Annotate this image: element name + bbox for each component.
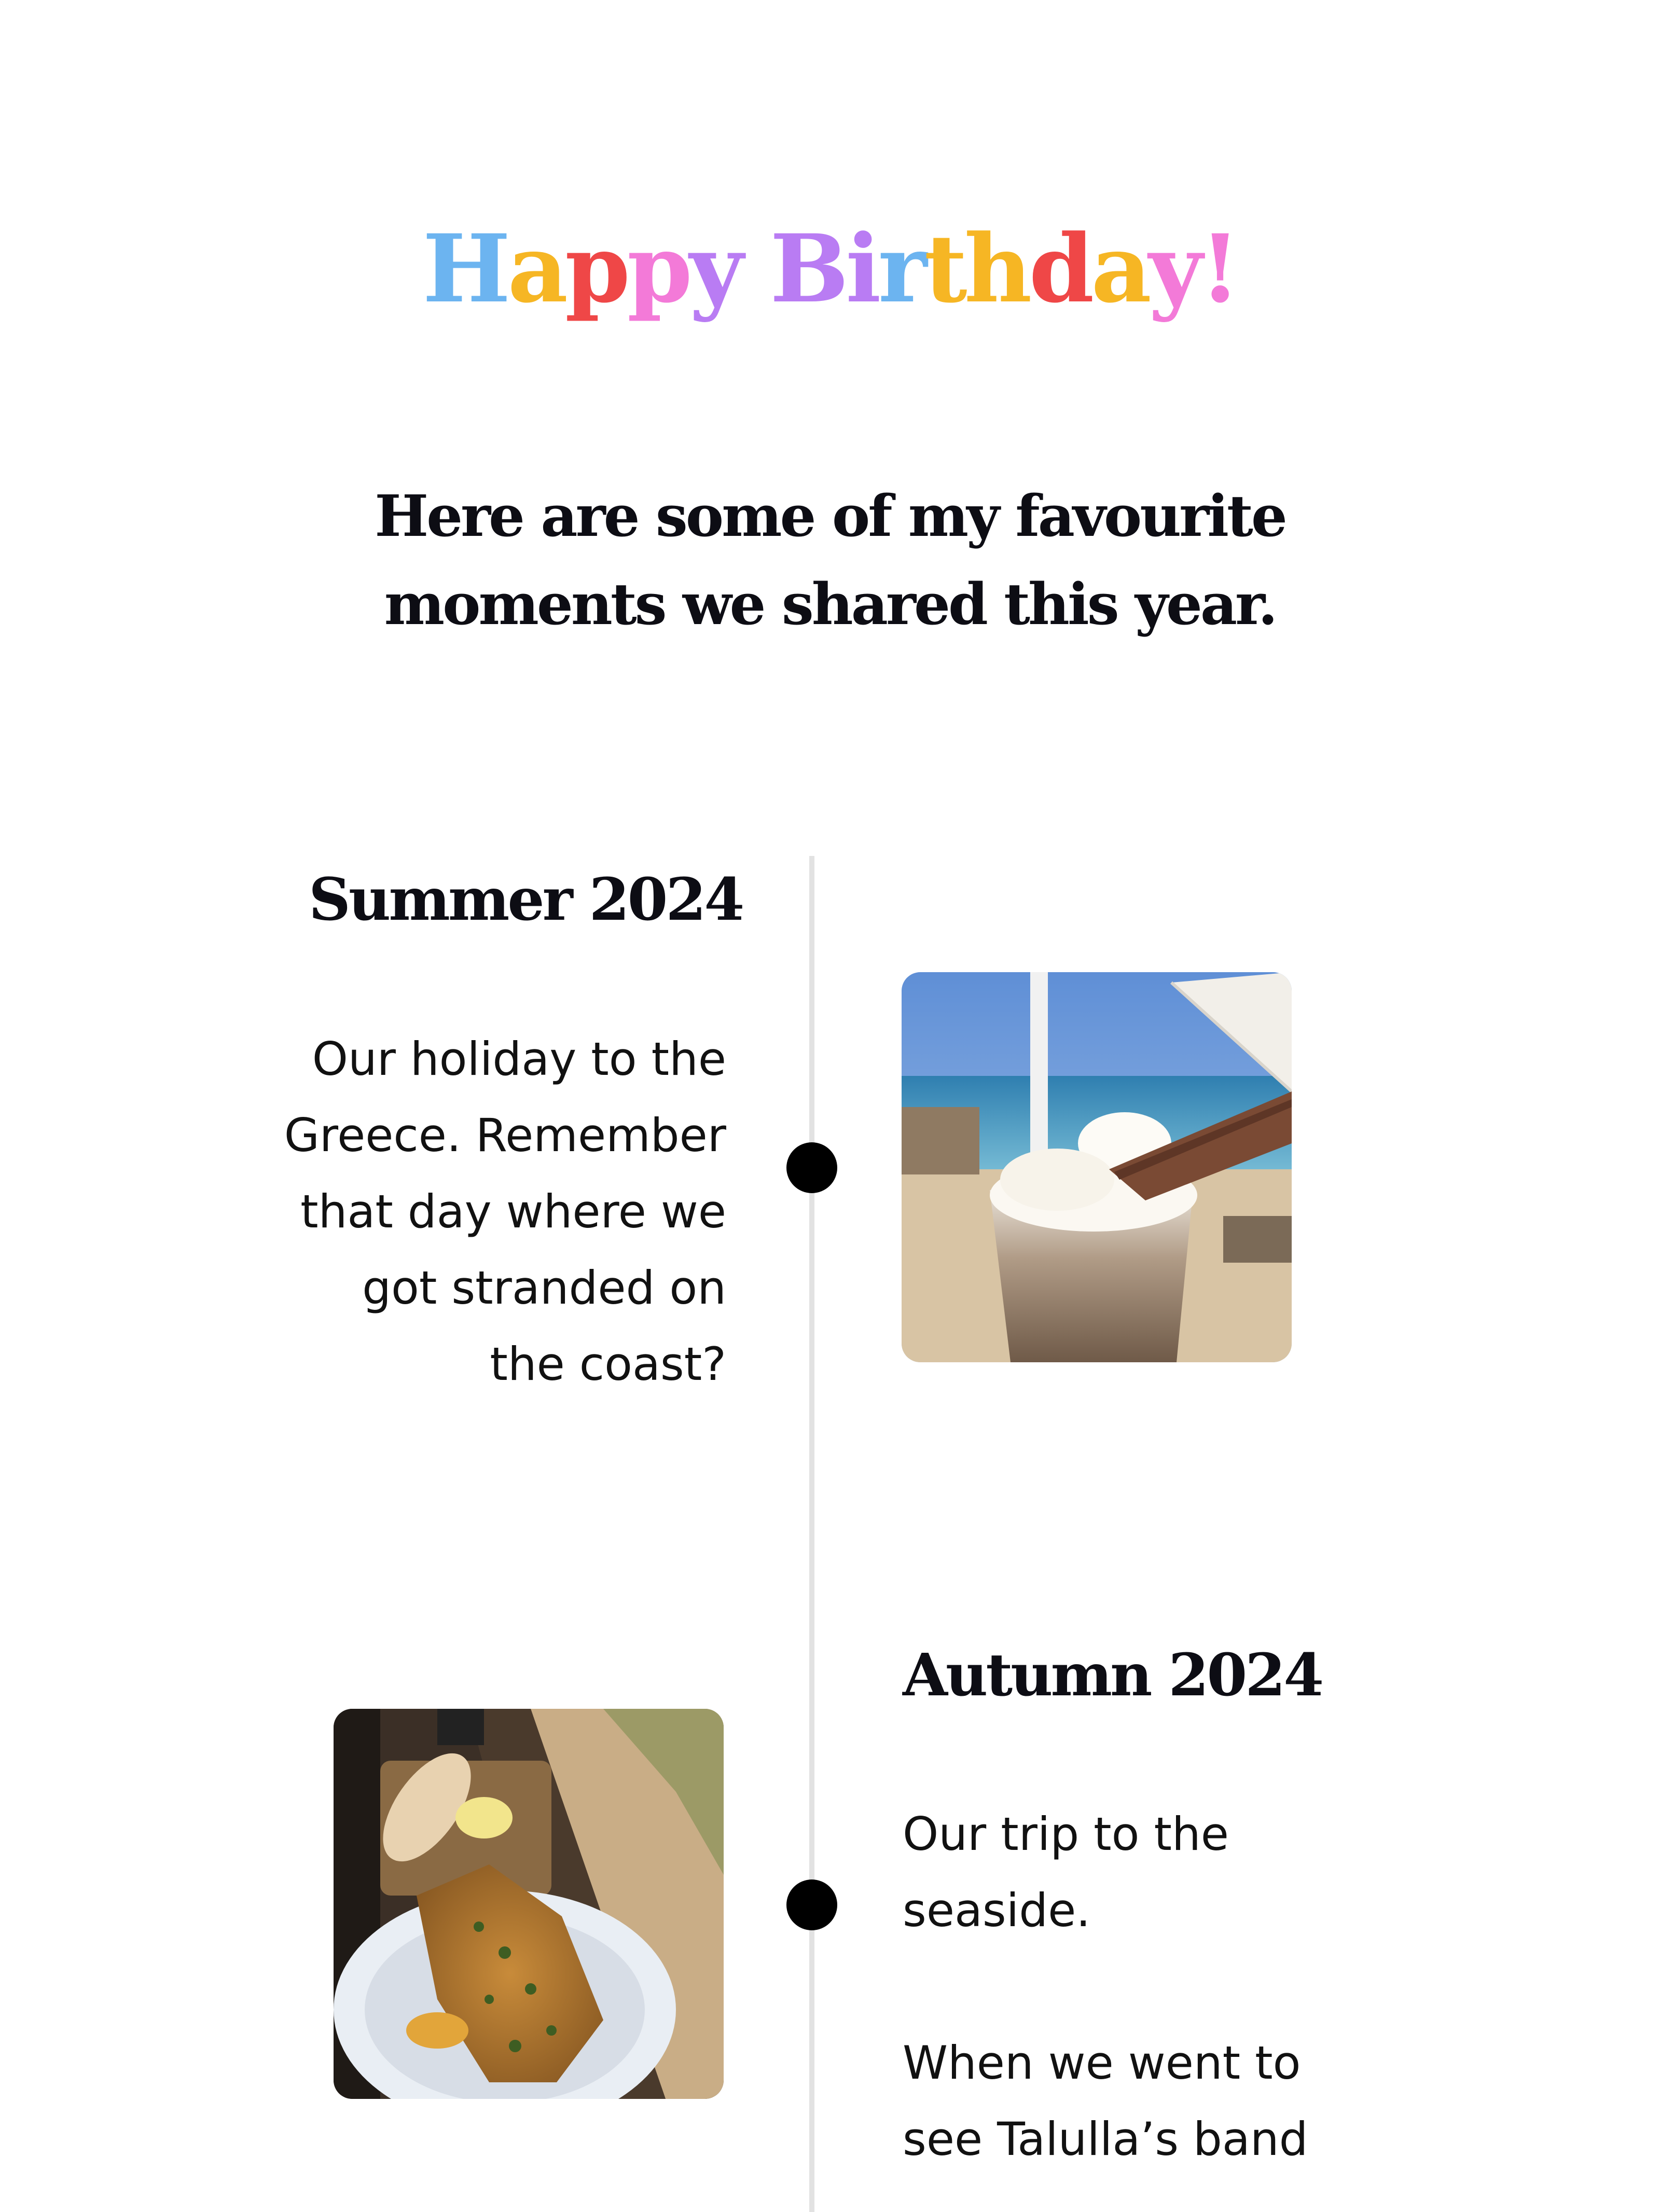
title-letter: t bbox=[924, 214, 964, 324]
entry-title-autumn: Autumn 2024 bbox=[903, 1641, 1322, 1709]
timeline-dot bbox=[786, 1879, 837, 1930]
title-letter: d bbox=[1029, 214, 1091, 324]
title-letter: i bbox=[846, 214, 878, 324]
title-letter: p bbox=[627, 214, 689, 324]
page-title bbox=[0, 214, 1660, 324]
title-letter: a bbox=[507, 214, 565, 324]
title-letter: r bbox=[878, 214, 924, 324]
entry-paragraph: Our holiday to the Greece. Remember that day where we got stranded on the coast? bbox=[284, 1032, 726, 1391]
title-letter: y bbox=[689, 214, 741, 324]
title-letter: H bbox=[422, 214, 508, 324]
title-letter: a bbox=[1091, 214, 1149, 324]
iced-coffee-beach-photo bbox=[902, 972, 1292, 1362]
entry-text-summer bbox=[280, 1021, 726, 1402]
timeline-dot bbox=[786, 1142, 837, 1193]
entry-paragraph: When we went to see Talulla’s band bbox=[903, 2036, 1308, 2166]
seaside-meal-photo bbox=[334, 1709, 724, 2099]
title-letter: h bbox=[964, 214, 1029, 324]
entry-title-summer: Summer 2024 bbox=[309, 866, 743, 934]
timeline-line bbox=[809, 856, 814, 2212]
title-letter: p bbox=[565, 214, 627, 324]
title-letter: y bbox=[1149, 214, 1200, 324]
entry-text-autumn bbox=[903, 1796, 1370, 2177]
entry-paragraph: Our trip to the seaside. bbox=[903, 1807, 1229, 1937]
page-subtitle: Here are some of my favourite moments we shared this year. bbox=[375, 482, 1285, 638]
title-letter: ! bbox=[1199, 214, 1238, 324]
title-letter: B bbox=[770, 214, 846, 324]
